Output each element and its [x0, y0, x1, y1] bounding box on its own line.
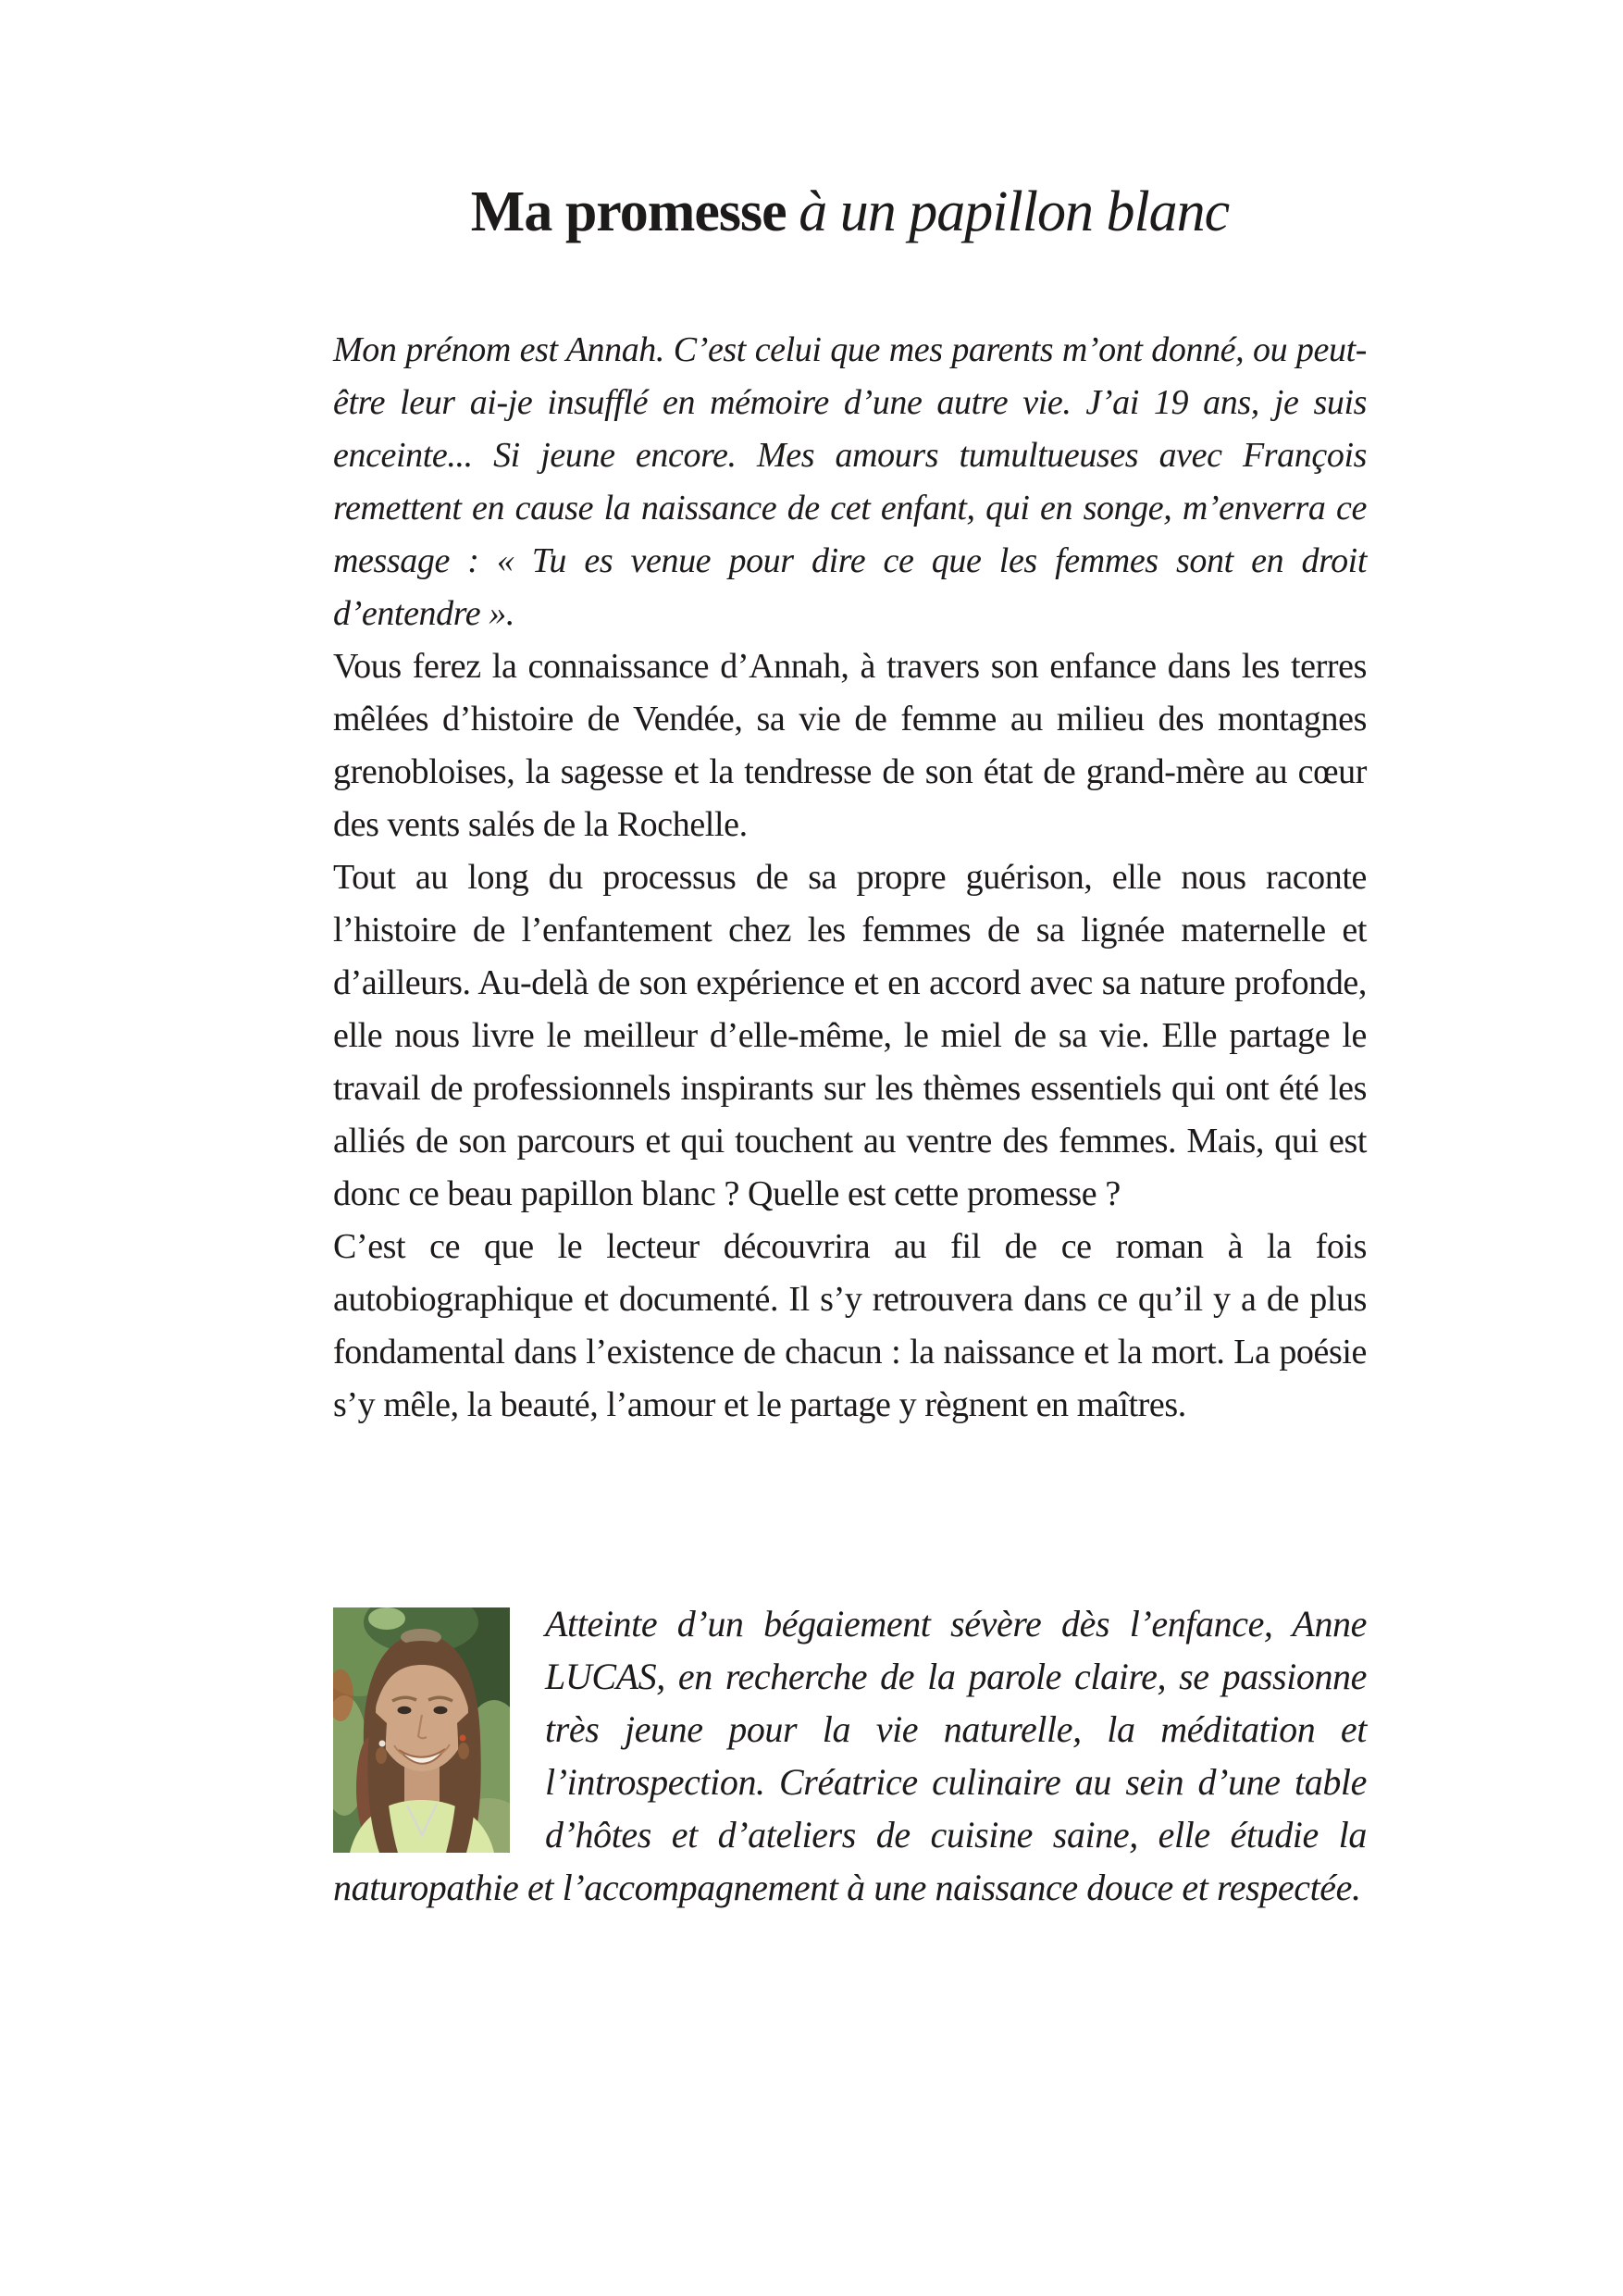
author-bio	[333, 1597, 1367, 1914]
portrait-illustration	[333, 1607, 510, 1853]
author-bio-text: Atteinte d’un bégaiement sévère dès l’enfance, Anne LUCAS, en recherche de la parole claire, se passionne très jeune pour la vie naturelle, la méditation et l’introspection. Créatrice culinaire au sein d’une table d’hôtes et d’ateliers de cuisine saine, elle étudie la naturopathie et l’accompagnement à une naissance douce et respectée.	[333, 1603, 1367, 1908]
synopsis-paragraph: C’est ce que le lecteur découvrira au fil de ce roman à la fois autobiographique et documenté. Il s’y retrouvera dans ce qu’il y a de plus fondamental dans l’existence de chacun : la naissance et la mort. La poésie s’y mêle, la beauté, l’amour et le partage y règnent en maîtres.	[333, 1227, 1367, 1424]
title-main: Ma promesse	[470, 180, 787, 243]
synopsis-paragraph: Tout au long du processus de sa propre guérison, elle nous raconte l’histoire de l’enfantement chez les femmes de sa lignée maternelle et d’ailleurs. Au-delà de son expérience et en accord avec sa nature profonde, elle nous livre le meilleur d’elle-même, le miel de sa vie. Elle partage le travail de professionnels inspirants sur les thèmes essentiels qui ont été les alliés de son parcours et qui touchent au ventre des femmes. Mais, qui est donc ce beau papillon blanc ? Quelle est cette promesse ?	[333, 858, 1367, 1213]
synopsis	[333, 324, 1367, 1432]
synopsis-paragraph: Vous ferez la connaissance d’Annah, à travers son enfance dans les terres mêlées d’histoire de Vendée, sa vie de femme au milieu des montagnes grenobloises, la sagesse et la tendresse de son état de grand-mère au cœur des vents salés de la Rochelle.	[333, 647, 1367, 844]
author-photo	[333, 1607, 510, 1853]
synopsis-paragraph: Mon prénom est Annah. C’est celui que mes parents m’ont donné, ou peut-être leur ai-je insufflé en mémoire d’une autre vie. J’ai 19 ans, je suis enceinte... Si jeune encore. Mes amours tumultueuses avec François remettent en cause la naissance de cet enfant, qui en songe, m’enverra ce message : « Tu es venue pour dire ce que les femmes sont en droit d’entendre ».	[333, 330, 1367, 633]
page-title	[333, 181, 1367, 242]
title-italic-part: à un papillon blanc	[799, 180, 1230, 243]
